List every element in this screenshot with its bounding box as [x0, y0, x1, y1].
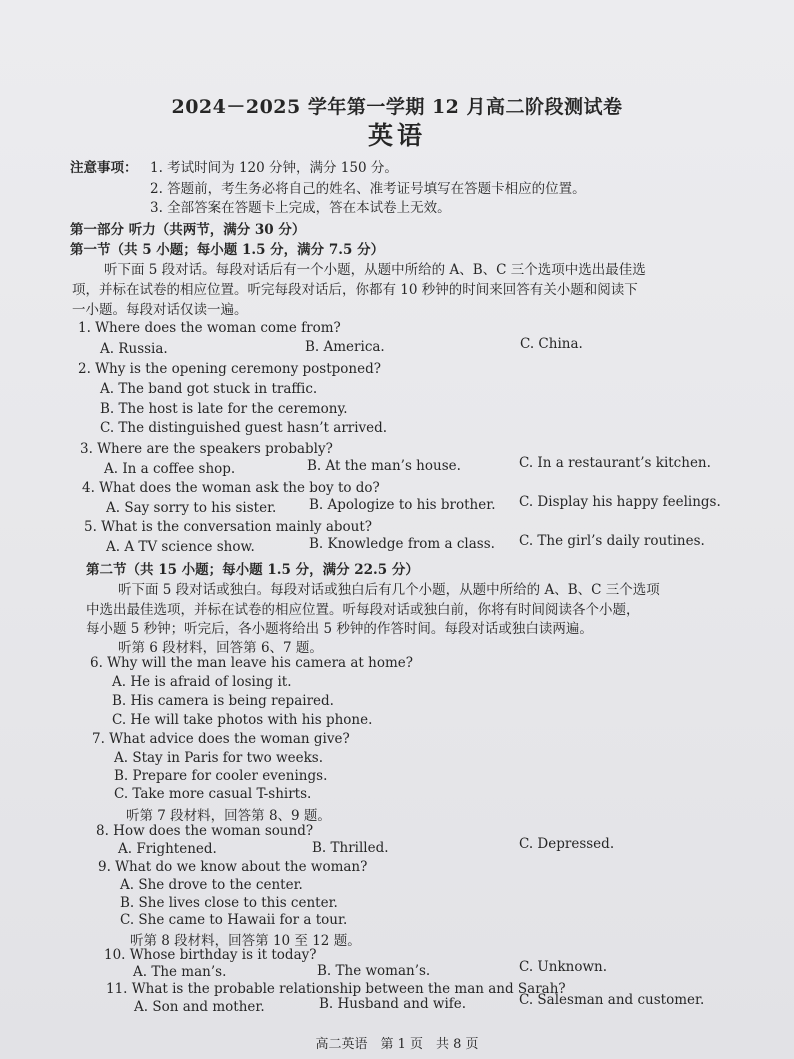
- question-stem: 2. Why is the opening ceremony postponed?: [78, 361, 381, 377]
- note-item: 2. 答题前，考生务必将自己的姓名、准考证号填写在答题卡相应的位置。: [150, 181, 586, 197]
- exam-title: 2024－2025 学年第一学期 12 月高二阶段测试卷: [171, 96, 623, 118]
- option-c: C. The distinguished guest hasn’t arrived.: [100, 420, 388, 436]
- section2-instruction: 中选出最佳选项，并标在试卷的相应位置。听每段对话或独白前，你将有时间阅读各个小题，: [86, 602, 640, 618]
- option-c: C. He will take photos with his phone.: [112, 712, 373, 728]
- option-c: C. Depressed.: [519, 836, 615, 852]
- option-c: C. She came to Hawaii for a tour.: [120, 912, 348, 928]
- option-b: B. She lives close to this center.: [120, 895, 338, 911]
- option-a: A. Say sorry to his sister.: [106, 500, 277, 516]
- section2-instruction: 听下面 5 段对话或独白。每段对话或独白后有几个小题，从题中所给的 A、B、C 三个选项: [118, 582, 660, 598]
- option-b: B. The host is late for the ceremony.: [100, 401, 348, 417]
- option-a: A. Frightened.: [118, 841, 217, 857]
- question-stem: 8. How does the woman sound?: [96, 823, 314, 839]
- part1-heading: 第一部分 听力（共两节，满分 30 分）: [70, 222, 306, 238]
- option-c: C. Salesman and customer.: [519, 992, 705, 1008]
- subject-title: 英语: [367, 121, 426, 150]
- option-a: A. The band got stuck in traffic.: [100, 381, 318, 397]
- section1-instruction: 听下面 5 段对话。每段对话后有一个小题，从题中所给的 A、B、C 三个选项中选出最佳选: [104, 262, 646, 278]
- option-b: B. America.: [305, 339, 385, 355]
- section1-heading: 第一节（共 5 小题；每小题 1.5 分，满分 7.5 分）: [70, 242, 385, 258]
- notes-label: 注意事项：: [70, 160, 138, 176]
- option-b: B. Prepare for cooler evenings.: [114, 768, 328, 784]
- page-footer: 高二英语 第 1 页 共 8 页: [315, 1037, 479, 1052]
- option-b: B. At the man’s house.: [307, 458, 461, 474]
- note-item: 3. 全部答案在答题卡上完成，答在本试卷上无效。: [150, 200, 451, 216]
- material-instruction: 听第 8 段材料，回答第 10 至 12 题。: [130, 933, 361, 949]
- question-stem: 6. Why will the man leave his camera at home?: [90, 655, 413, 671]
- option-c: C. The girl’s daily routines.: [519, 533, 705, 549]
- option-a: A. Russia.: [100, 341, 168, 357]
- material-instruction: 听第 7 段材料，回答第 8、9 题。: [126, 808, 331, 824]
- option-b: B. The woman’s.: [317, 963, 431, 979]
- option-b: B. Knowledge from a class.: [309, 536, 495, 552]
- option-c: C. Display his happy feelings.: [519, 494, 721, 510]
- option-a: A. The man’s.: [133, 964, 227, 980]
- option-a: A. In a coffee shop.: [104, 461, 236, 477]
- question-stem: 10. Whose birthday is it today?: [104, 947, 317, 963]
- question-stem: 1. Where does the woman come from?: [78, 320, 341, 336]
- option-b: B. Husband and wife.: [319, 996, 467, 1012]
- section2-heading: 第二节（共 15 小题；每小题 1.5 分，满分 22.5 分）: [86, 562, 419, 578]
- question-stem: 4. What does the woman ask the boy to do?: [82, 480, 380, 496]
- question-stem: 5. What is the conversation mainly about?: [84, 519, 373, 535]
- note-item: 1. 考试时间为 120 分钟，满分 150 分。: [150, 160, 398, 176]
- option-b: B. Apologize to his brother.: [309, 497, 496, 513]
- option-c: C. Take more casual T-shirts.: [114, 786, 312, 802]
- section1-instruction: 一小题。每段对话仅读一遍。: [72, 302, 248, 318]
- option-a: A. Son and mother.: [134, 999, 265, 1015]
- question-stem: 3. Where are the speakers probably?: [80, 441, 333, 457]
- section1-instruction: 项，并标在试卷的相应位置。听完每段对话后，你都有 10 秒钟的时间来回答有关小题和阅读下: [72, 282, 638, 298]
- option-a: A. He is afraid of losing it.: [112, 674, 292, 690]
- material-instruction: 听第 6 段材料，回答第 6、7 题。: [118, 640, 323, 656]
- option-a: A. Stay in Paris for two weeks.: [114, 750, 323, 766]
- option-a: A. She drove to the center.: [120, 877, 303, 893]
- option-c: C. Unknown.: [519, 959, 608, 975]
- question-stem: 7. What advice does the woman give?: [92, 731, 350, 747]
- question-stem: 11. What is the probable relationship between the man and Sarah?: [106, 981, 566, 997]
- section2-instruction: 每小题 5 秒钟；听完后，各小题将给出 5 秒钟的作答时间。每段对话或独白读两遍。: [86, 621, 593, 637]
- option-b: B. Thrilled.: [312, 840, 389, 856]
- option-b: B. His camera is being repaired.: [112, 693, 334, 709]
- option-a: A. A TV science show.: [106, 539, 255, 555]
- option-c: C. China.: [520, 336, 583, 352]
- question-stem: 9. What do we know about the woman?: [98, 859, 368, 875]
- option-c: C. In a restaurant’s kitchen.: [519, 455, 711, 471]
